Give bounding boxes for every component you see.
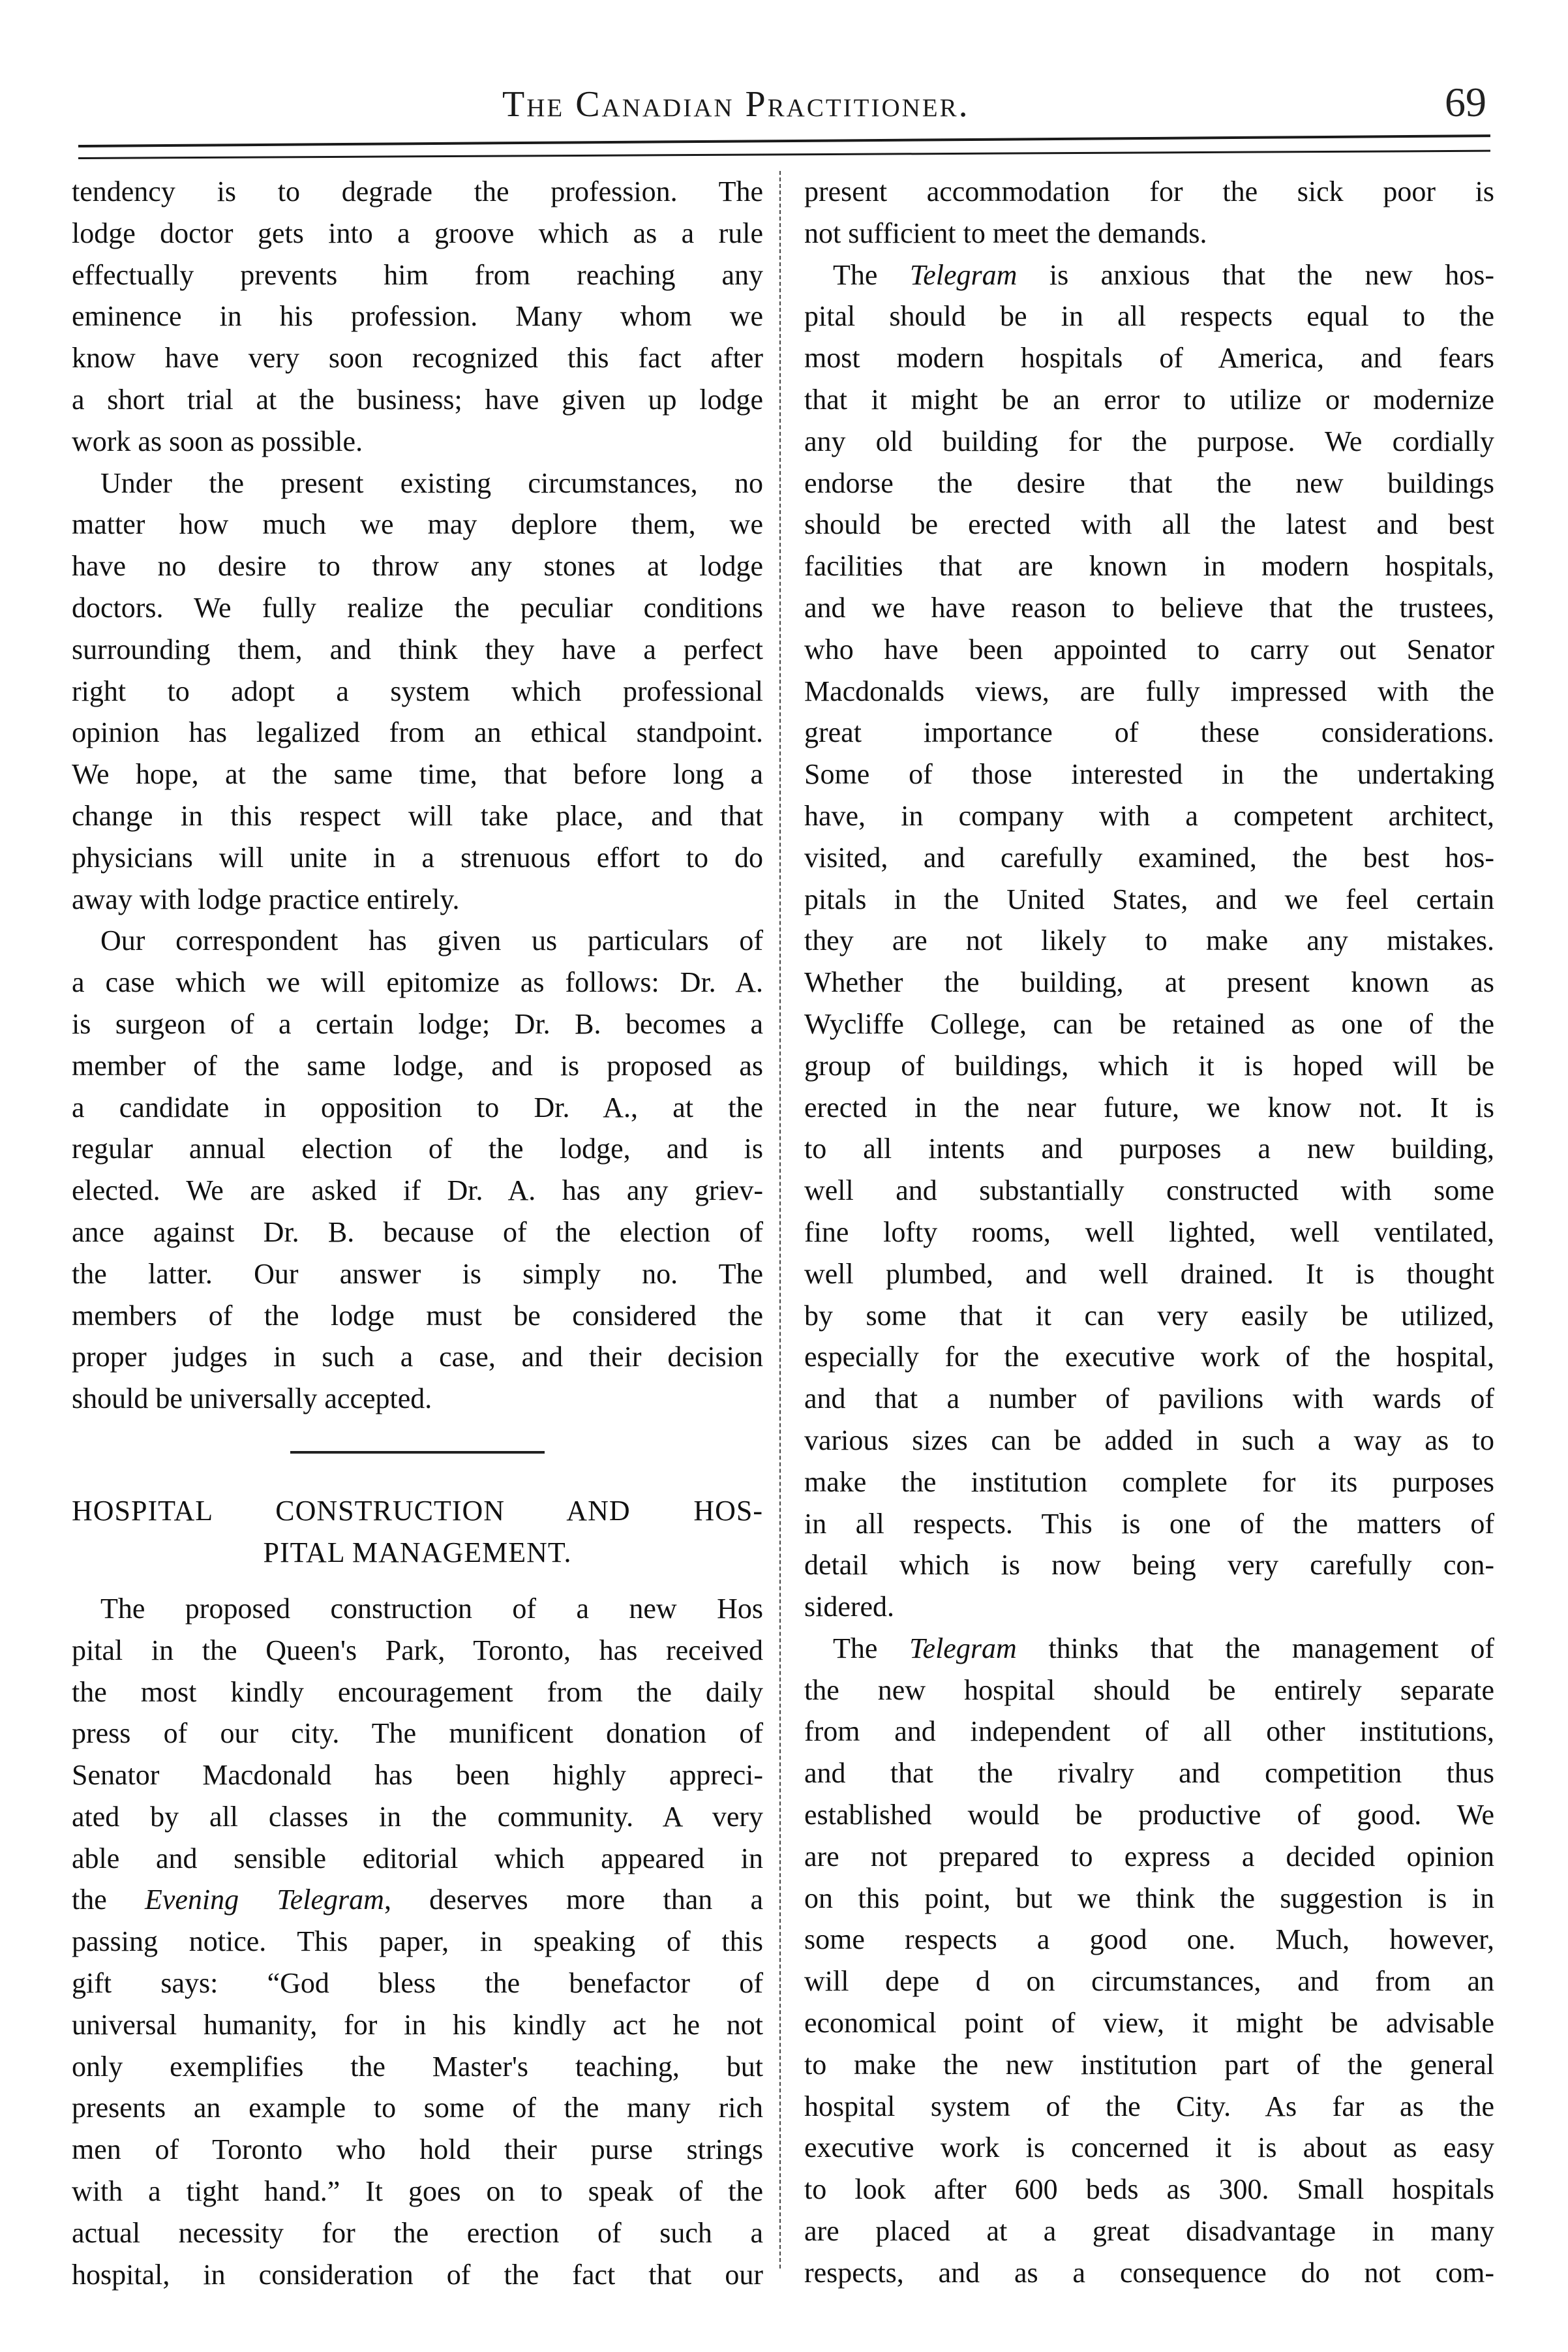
spacer <box>72 1574 763 1588</box>
text-line: to all intents and purposes a new building, <box>804 1133 1494 1165</box>
text-line: fine lofty rooms, well lighted, well ventilated, <box>804 1215 1494 1248</box>
text-line: have, in company with a competent architect, <box>804 799 1494 832</box>
text-line: a case which we will epitomize as follows: Dr. A. <box>72 966 763 999</box>
paragraph-lodge-doctor <box>72 171 763 463</box>
text-line: ance against Dr. B. because of the election of <box>72 1215 763 1248</box>
text-line: hospital system of the City. As far as the <box>804 2090 1494 2122</box>
text-line-evening-telegram <box>72 1879 763 1921</box>
text-line: member of the same lodge, and is proposed as <box>72 1049 763 1082</box>
text-line: We hope, at the same time, that before long a <box>72 758 763 791</box>
text-line: Our correspondent has given us particulars of <box>100 924 763 957</box>
text-line: on this point, but we think the suggestion is in <box>804 1882 1494 1914</box>
text-line: Senator Macdonald has been highly appreci- <box>72 1759 763 1792</box>
running-head <box>0 78 1568 137</box>
text-line: erected in the near future, we know not. It is <box>804 1091 1494 1123</box>
text-line: detail which is now being very carefully con- <box>804 1549 1494 1581</box>
text-line: Macdonalds views, are fully impressed with the <box>804 675 1494 707</box>
text-line: right to adopt a system which professional <box>72 675 763 707</box>
italic-newspaper-name: Telegram <box>909 258 1018 291</box>
text-line: effectually prevents him from reaching any <box>72 258 763 291</box>
text-line: to look after 600 beds as 300. Small hospitals <box>804 2173 1494 2206</box>
separator-rule <box>290 1451 545 1454</box>
paragraph-telegram-management-body <box>804 1670 1494 2294</box>
text-line-telegram-management <box>804 1628 1494 1670</box>
text-fragment: is anxious that the new hos- <box>1017 258 1494 291</box>
text-line: men of Toronto who hold their purse strings <box>72 2133 763 2166</box>
paragraph-proposed-construction-start <box>72 1588 763 1880</box>
text-line: Under the present existing circumstances, no <box>100 466 763 499</box>
text-line: will depe d on circumstances, and from an <box>804 1965 1494 1998</box>
text-line: that it might be an error to utilize or modernize <box>804 383 1494 416</box>
header-rule-bottom <box>78 150 1490 159</box>
text-line: the new hospital should be entirely separate <box>804 1673 1494 1706</box>
text-line: and that the rivalry and competition thus <box>804 1757 1494 1790</box>
journal-title: The Canadian Practitioner. <box>502 84 970 125</box>
text-line-telegram-anxious <box>804 254 1494 296</box>
text-line: are placed at a great disadvantage in many <box>804 2215 1494 2248</box>
text-line: well and substantially constructed with some <box>804 1174 1494 1207</box>
spacer <box>72 1476 763 1490</box>
text-fragment: The <box>833 258 910 291</box>
left-column <box>72 171 763 2295</box>
text-line: actual necessity for the erection of such a <box>72 2216 763 2249</box>
page-number: 69 <box>1445 79 1486 125</box>
text-line: they are not likely to make any mistakes. <box>804 924 1494 957</box>
text-line: should be universally accepted. <box>72 1382 432 1415</box>
text-line: not sufficient to meet the demands. <box>804 217 1207 249</box>
text-line: the latter. Our answer is simply no. The <box>72 1257 763 1290</box>
text-line: economical point of view, it might be advisable <box>804 2007 1494 2039</box>
text-line: respects, and as a consequence do not com- <box>804 2256 1494 2289</box>
text-line: should be erected with all the latest and best <box>804 508 1494 541</box>
text-line: change in this respect will take place, and that <box>72 799 763 832</box>
text-line: universal humanity, for in his kindly act he not <box>72 2008 763 2041</box>
text-fragment: , deserves more than a <box>384 1884 763 1916</box>
text-line: a candidate in opposition to Dr. A., at the <box>72 1091 763 1123</box>
text-line: able and sensible editorial which appeared in <box>72 1842 763 1874</box>
text-fragment: the <box>72 1884 145 1916</box>
text-line: group of buildings, which it is hoped will be <box>804 1049 1494 1082</box>
text-line: Wycliffe College, can be retained as one of the <box>804 1007 1494 1040</box>
text-line: to make the new institution part of the general <box>804 2048 1494 2081</box>
paragraph-telegram-anxious-body <box>804 296 1494 1628</box>
text-line: tendency is to degrade the profession. The <box>72 176 763 207</box>
text-line: eminence in his profession. Many whom we <box>72 300 763 333</box>
text-line: passing notice. This paper, in speaking of this <box>72 1925 763 1958</box>
section-heading <box>72 1490 763 1574</box>
text-line: some respects a good one. Much, however, <box>804 1923 1494 1956</box>
text-line: executive work is concerned it is about as easy <box>804 2131 1494 2164</box>
text-line: surrounding them, and think they have a perfect <box>72 633 763 665</box>
text-line: the most kindly encouragement from the daily <box>72 1675 763 1708</box>
text-line: and that a number of pavilions with wards of <box>804 1382 1494 1415</box>
text-line: sidered. <box>804 1591 895 1623</box>
text-fragment: The <box>833 1632 910 1664</box>
italic-newspaper-name: Telegram <box>909 1632 1017 1664</box>
text-line: make the institution complete for its purposes <box>804 1465 1494 1498</box>
paragraph-telegram-anxious <box>804 254 1494 1628</box>
text-line: gift says: “God bless the benefactor of <box>72 1967 763 2000</box>
text-line: lodge doctor gets into a groove which as a rule <box>72 217 763 249</box>
text-line: regular annual election of the lodge, and is <box>72 1133 763 1165</box>
text-line: by some that it can very easily be utilized, <box>804 1299 1494 1332</box>
text-line: in all respects. This is one of the matters of <box>804 1507 1494 1540</box>
column-divider <box>779 171 781 2268</box>
section-separator <box>72 1434 763 1476</box>
text-line: opinion has legalized from an ethical standpoint. <box>72 716 763 749</box>
text-line: facilities that are known in modern hospitals, <box>804 550 1494 583</box>
text-line: great importance of these considerations. <box>804 716 1494 749</box>
text-line: pital in the Queen's Park, Toronto, has received <box>72 1634 763 1666</box>
text-line: well plumbed, and well drained. It is thought <box>804 1257 1494 1290</box>
text-fragment: thinks that the management of <box>1016 1632 1494 1664</box>
text-line: press of our city. The munificent donation of <box>72 1717 763 1750</box>
italic-newspaper-name: Evening Telegram <box>144 1884 384 1916</box>
text-line: have no desire to throw any stones at lodge <box>72 550 763 583</box>
section-heading-line-2: PITAL MANAGEMENT. <box>263 1536 572 1568</box>
text-line: are not prepared to express a decided opinion <box>804 1840 1494 1872</box>
text-line: any old building for the purpose. We cordially <box>804 425 1494 457</box>
text-line: doctors. We fully realize the peculiar conditions <box>72 591 763 624</box>
paragraph-telegram-management <box>804 1628 1494 2294</box>
text-line: is surgeon of a certain lodge; Dr. B. becomes a <box>72 1007 763 1040</box>
text-line: a short trial at the business; have given up lodge <box>72 383 763 416</box>
text-line: and we have reason to believe that the trustees, <box>804 591 1494 624</box>
paragraph-proposed-construction-rest <box>72 1921 763 2295</box>
text-line: from and independent of all other institutions, <box>804 1715 1494 1748</box>
paragraph-accommodation <box>804 171 1494 254</box>
text-line: visited, and carefully examined, the best hos- <box>804 841 1494 874</box>
section-heading-line-1: HOSPITAL CONSTRUCTION AND HOS- <box>72 1494 763 1527</box>
text-line: pital should be in all respects equal to the <box>804 300 1494 333</box>
text-line: members of the lodge must be considered the <box>72 1299 763 1332</box>
text-line: proper judges in such a case, and their decision <box>72 1341 763 1373</box>
text-line: endorse the desire that the new buildings <box>804 466 1494 499</box>
text-line: with a tight hand.” It goes on to speak of the <box>72 2175 763 2208</box>
text-line: physicians will unite in a strenuous effort to do <box>72 841 763 874</box>
text-line: The proposed construction of a new Hos <box>100 1592 763 1625</box>
text-line: hospital, in consideration of the fact that our <box>72 2258 763 2291</box>
paragraph-present-circumstances <box>72 463 763 921</box>
text-line: only exemplifies the Master's teaching, but <box>72 2050 763 2083</box>
text-line: matter how much we may deplore them, we <box>72 508 763 541</box>
text-line: present accommodation for the sick poor is <box>804 176 1494 207</box>
paragraph-proposed-construction <box>72 1588 763 2296</box>
right-column <box>804 171 1494 2294</box>
text-line: Whether the building, at present known as <box>804 966 1494 999</box>
spacer <box>72 1420 763 1434</box>
text-line: especially for the executive work of the hospital, <box>804 1341 1494 1373</box>
text-line: who have been appointed to carry out Senator <box>804 633 1494 665</box>
text-line: most modern hospitals of America, and fears <box>804 342 1494 374</box>
text-line: ated by all classes in the community. A very <box>72 1800 763 1833</box>
text-line: various sizes can be added in such a way as to <box>804 1424 1494 1456</box>
text-line: pitals in the United States, and we feel certain <box>804 883 1494 915</box>
text-line: presents an example to some of the many rich <box>72 2092 763 2124</box>
text-line: away with lodge practice entirely. <box>72 883 460 915</box>
text-line: elected. We are asked if Dr. A. has any griev- <box>72 1174 763 1207</box>
text-line: know have very soon recognized this fact after <box>72 342 763 374</box>
text-line: Some of those interested in the undertaking <box>804 758 1494 791</box>
text-line: work as soon as possible. <box>72 425 363 457</box>
paragraph-correspondent-case <box>72 920 763 1420</box>
text-line: established would be productive of good. We <box>804 1799 1494 1831</box>
